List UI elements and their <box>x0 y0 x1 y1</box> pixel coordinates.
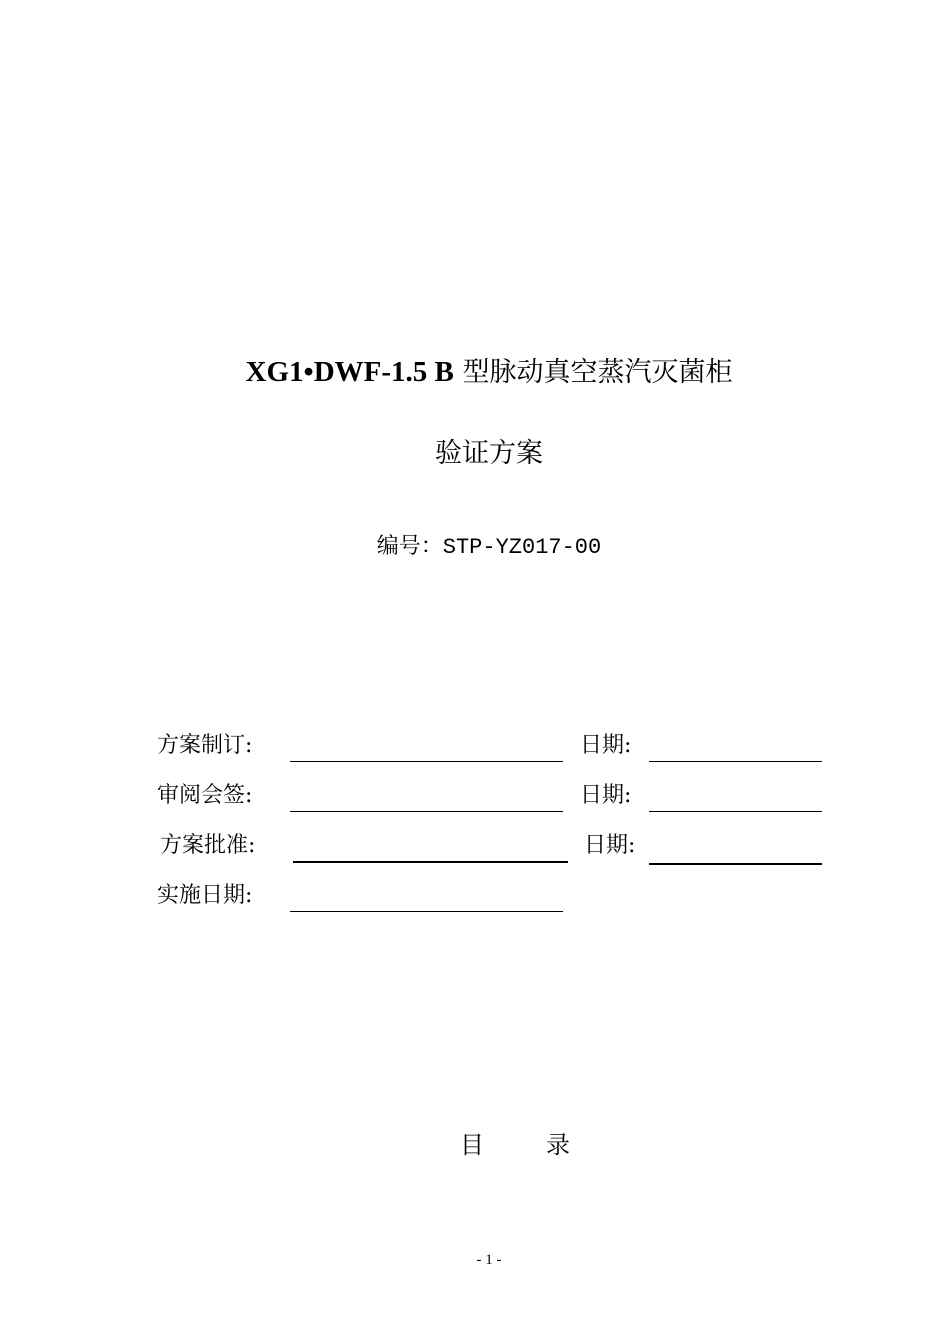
date-label-reviewed: 日期: <box>580 783 632 808</box>
toc-heading-char-1: 目 <box>460 1131 484 1159</box>
signature-label-approved: 方案批准: <box>160 833 256 858</box>
date-line-prepared <box>649 761 822 762</box>
signature-line-implementation <box>290 911 563 912</box>
signature-row-prepared <box>0 730 950 770</box>
signature-row-approved <box>0 830 950 870</box>
date-line-reviewed <box>649 811 822 812</box>
document-number-value: STP-YZ017-00 <box>442 535 602 560</box>
signature-line-prepared <box>290 761 563 762</box>
page-number: - 1 - <box>476 1252 502 1268</box>
date-label-prepared: 日期: <box>580 733 632 758</box>
document-title-model: XG1•DWF-1.5 B <box>245 356 454 388</box>
signature-label-prepared: 方案制订: <box>157 733 253 758</box>
signature-label-implementation: 实施日期: <box>157 883 253 908</box>
signature-row-implementation <box>0 880 950 920</box>
toc-heading-char-2: 录 <box>546 1131 570 1159</box>
document-subtitle: 验证方案 <box>435 438 543 469</box>
document-title <box>0 352 950 393</box>
document-number <box>0 530 950 565</box>
signature-line-approved <box>293 861 568 863</box>
date-label-approved: 日期: <box>584 833 636 858</box>
document-number-label: 编号： <box>376 534 443 559</box>
date-line-approved <box>649 863 822 865</box>
signature-row-reviewed <box>0 780 950 820</box>
document-title-name: 型脉动真空蒸汽灭菌柜 <box>462 357 733 388</box>
signature-label-reviewed: 审阅会签: <box>157 783 253 808</box>
signature-line-reviewed <box>290 811 563 812</box>
toc-heading <box>460 1128 570 1162</box>
